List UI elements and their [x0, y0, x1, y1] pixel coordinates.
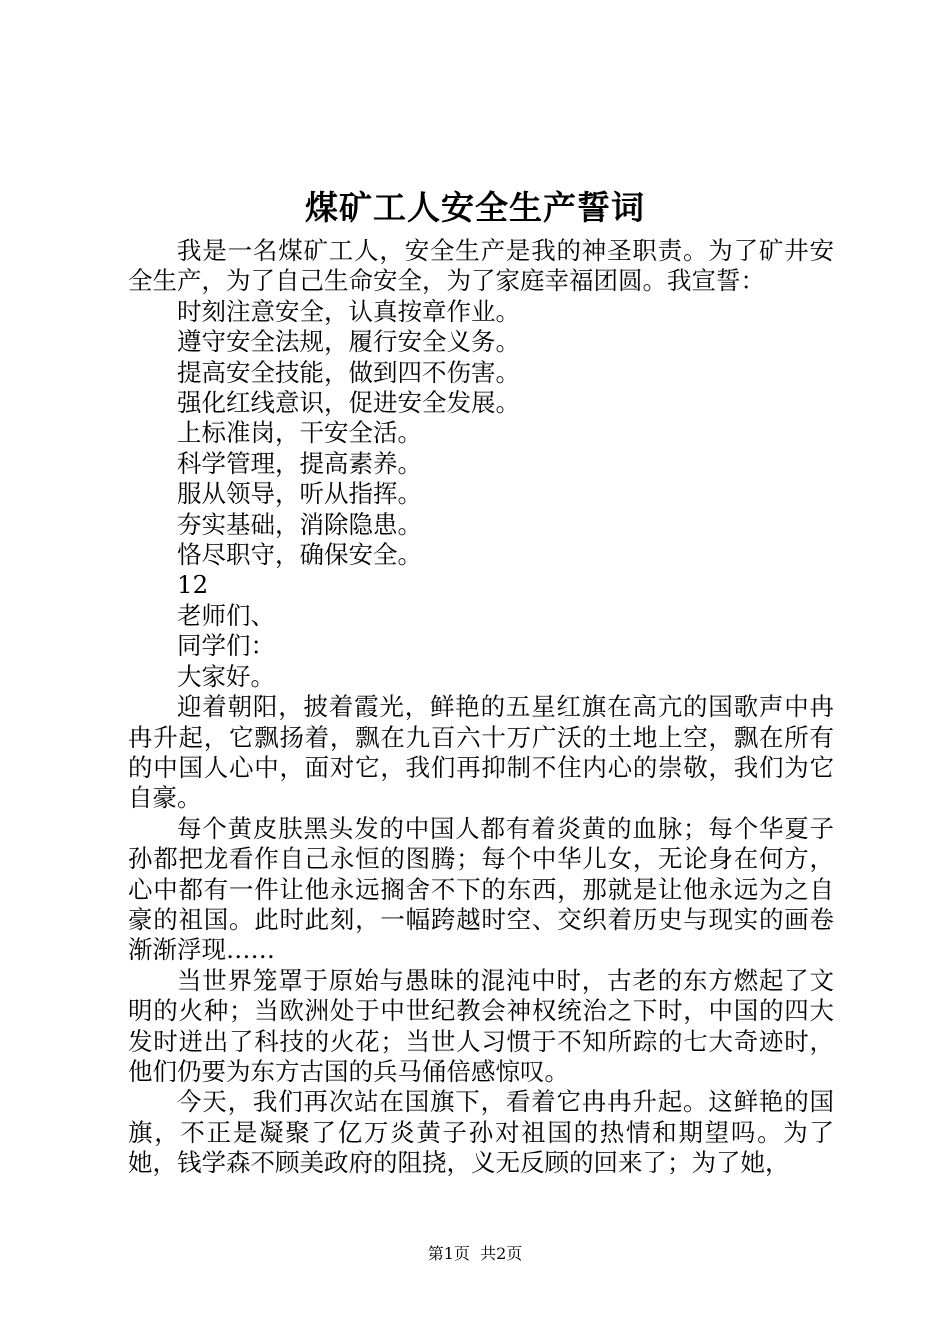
paragraph: 12 [177, 570, 209, 600]
paragraph: 当世界笼罩于原始与愚昧的混沌中时，古老的东方燃起了文明的火种；当欧洲处于中世纪教会神权统治之下时，中国的四大发时迸出了科技的火花；当世人习惯于不知所踪的七大奇迹时，他们仍要为东方古国的兵马俑倍感惊叹。 [128, 965, 834, 1086]
paragraph: 上标准岗，干安全活。 [177, 418, 422, 448]
page-footer [0, 1243, 950, 1265]
page-number: 第1页 [427, 1244, 470, 1263]
paragraph: 时刻注意安全，认真按章作业。 [177, 296, 520, 326]
paragraph: 今天，我们再次站在国旗下，看着它冉冉升起。这鲜艳的国旗，不正是凝聚了亿万炎黄子孙对祖国的热情和期望吗。为了她，钱学森不顾美政府的阻挠，义无反顾的回来了；为了她， [128, 1087, 834, 1178]
paragraph: 每个黄皮肤黑头发的中国人都有着炎黄的血脉；每个华夏子孙都把龙看作自己永恒的图腾；每个中华儿女，无论身在何方，心中都有一件让他永远搁舍不下的东西，那就是让他永远为之自豪的祖国。此时此刻，一幅跨越时空、交织着历史与现实的画卷渐渐浮现…… [128, 813, 834, 965]
paragraph: 服从领导，听从指挥。 [177, 479, 422, 509]
footer-separator [470, 1244, 480, 1263]
paragraph: 恪尽职守，确保安全。 [177, 540, 422, 570]
paragraph: 我是一名煤矿工人，安全生产是我的神圣职责。为了矿井安全生产，为了自己生命安全，为了家庭幸福团圆。我宣誓： [128, 236, 834, 296]
paragraph: 大家好。 [177, 661, 275, 691]
page-total: 共2页 [480, 1244, 523, 1263]
paragraph: 强化红线意识，促进安全发展。 [177, 388, 520, 418]
paragraph: 提高安全技能，做到四不伤害。 [177, 357, 520, 387]
paragraph: 遵守安全法规，履行安全义务。 [177, 327, 520, 357]
document-body [128, 236, 834, 1179]
paragraph: 夯实基础，消除隐患。 [177, 509, 422, 539]
document-title: 煤矿工人安全生产誓词 [305, 188, 645, 227]
paragraph: 迎着朝阳，披着霞光，鲜艳的五星红旗在高亢的国歌声中冉冉升起，它飘扬着，飘在九百六十万广沃的土地上空，飘在所有的中国人心中，面对它，我们再抑制不住内心的崇敬，我们为它自豪。 [128, 692, 834, 813]
paragraph: 科学管理，提高素养。 [177, 448, 422, 478]
paragraph: 同学们： [177, 631, 275, 661]
paragraph: 老师们、 [177, 600, 275, 630]
